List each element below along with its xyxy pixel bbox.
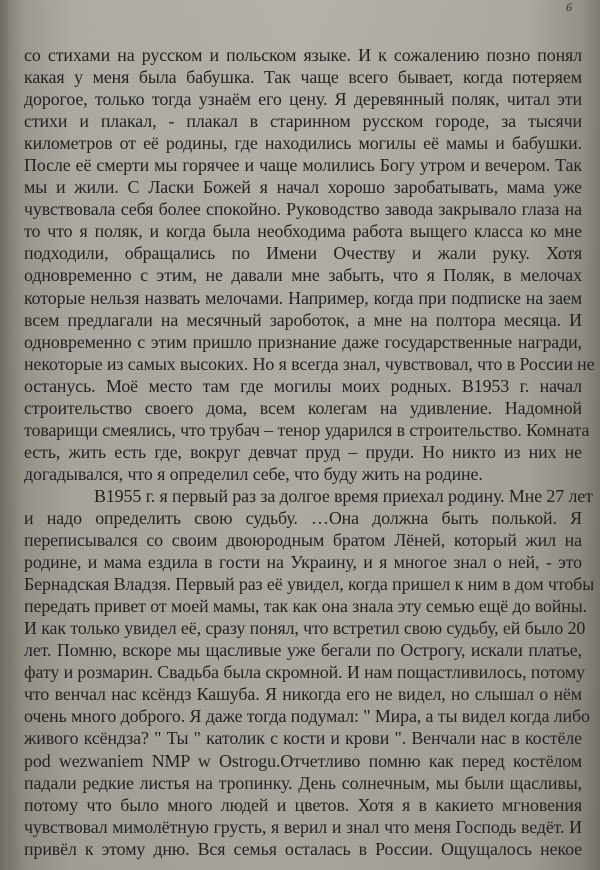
text-line: переписывался со своим двоюродным братом Лёней, который жил на	[24, 530, 582, 551]
text-line: И как только увидел её, сразу понял, что встретил свою судьбу, ей было 20	[24, 618, 586, 639]
paragraph-first-line: В1955 г. я первый раз за долгое время приехал родину. Мне 27 лет	[94, 485, 593, 506]
document-page	[8, 0, 600, 870]
text-line: некоторые из самых высоких. Но я всегда знал, чувствовал, что в России не	[24, 353, 595, 374]
text-line: очень много доброго. Я даже тогда подумал: " Мира, а ты видел когда либо	[24, 706, 590, 727]
text-line: строительство своего дома, всем колегам на удивление. Надомной	[24, 397, 582, 418]
text-line: привёл к этому дню. Вся семья осталась в России. Ощущалось некое	[24, 838, 582, 859]
text-line: передать привет от моей мамы, так как она знала эту семью ещё до войны.	[24, 596, 588, 617]
text-line: останусь. Моё место там где могилы моих родных. В1953 г. начал	[24, 375, 582, 396]
text-line: и надо определить свою судьбу. …Она должна быть полькой. Я	[24, 507, 582, 528]
text-line: подходили, обращались по Имени Очеству и жали руку. Хотя	[24, 243, 582, 264]
text-line: дорогое, только тогда узнаём его цену. Я деревянный поляк, читал эти	[24, 89, 582, 110]
text-line: есть, жить есть где, вокруг девчат пруд – пруди. Но никто из них не	[24, 441, 582, 462]
text-line: то что я поляк, и когда была необходима работа выщего класса ко мне	[24, 221, 582, 242]
text-line: что венчал нас ксёндз Кашуба. Я никогда его не видел, но слышал о нём	[24, 684, 582, 705]
text-line: товарищи смеялись, что трубач – тенор ударился в строительство. Комната	[24, 419, 590, 440]
text-line: всем предлагали на месячный зароботок, а мне на полтора месяца. И	[24, 309, 582, 330]
text-line: со стихами на русском и польском языке. И к сожалению позно понял	[24, 45, 582, 65]
text-line: Бернадская Владзя. Первый раз её увидел, когда пришел к ним в дом чтобы	[24, 574, 595, 595]
text-line: pod wezwaniem NMP w Ostrogu.Отчетливо помню как перед костёлом	[24, 750, 582, 771]
text-line: лет. Помню, вскоре мы щасливые уже бегали по Острогу, искали платье,	[24, 640, 582, 661]
text-line: которые нельзя назвать мелочами. Например, когда при подписке на заем	[24, 287, 582, 308]
page-number: 6	[566, 0, 572, 14]
text-line: километров от её родины, где находились могилы её мамы и бабушки.	[24, 133, 582, 154]
text-line: стихи и плакал, - плакал в старинном русском городе, за тысячи	[24, 111, 582, 132]
text-line: одновременно с этим, не давали мне забыть, что я Поляк, в мелочах	[24, 265, 582, 286]
document-body	[24, 44, 595, 860]
paragraph-end-line: догадывался, что я определил себе, что буду жить на родине.	[24, 463, 483, 484]
text-line: падали редкие листья на тропинку. День солнечным, мы были щасливы,	[24, 772, 582, 793]
text-line: чувствовала себя более спокойно. Руководство завода закрывало глаза на	[24, 199, 582, 220]
text-line: фату и розмарин. Свадьба была скромной. И нам пощастливилось, потому	[24, 662, 585, 683]
text-line: родине, и мама ездила в гости на Украину, и я многое знал о ней, - это	[24, 552, 582, 573]
text-line: какая у меня была бабушка. Так чаще всего бывает, когда потеряем	[24, 67, 582, 88]
text-line: живого ксёндза? " Ты " католик с кости и крови ". Венчали нас в костёле	[24, 728, 582, 749]
text-line: потому что было много людей и цветов. Хотя я в какието мгновения	[24, 794, 582, 815]
text-line: мы и жили. С Ласки Божей я начал хорошо заробатывать, мама уже	[24, 177, 582, 198]
text-line: чувствовал мимолётную грусть, я верил и знал что меня Господь ведёт. И	[24, 816, 582, 837]
text-line: одновременно с этим пришло признание даже государственные награди,	[24, 331, 582, 352]
text-line: После её смерти мы горячее и чаще молились Богу утром и вечером. Так	[24, 155, 582, 176]
